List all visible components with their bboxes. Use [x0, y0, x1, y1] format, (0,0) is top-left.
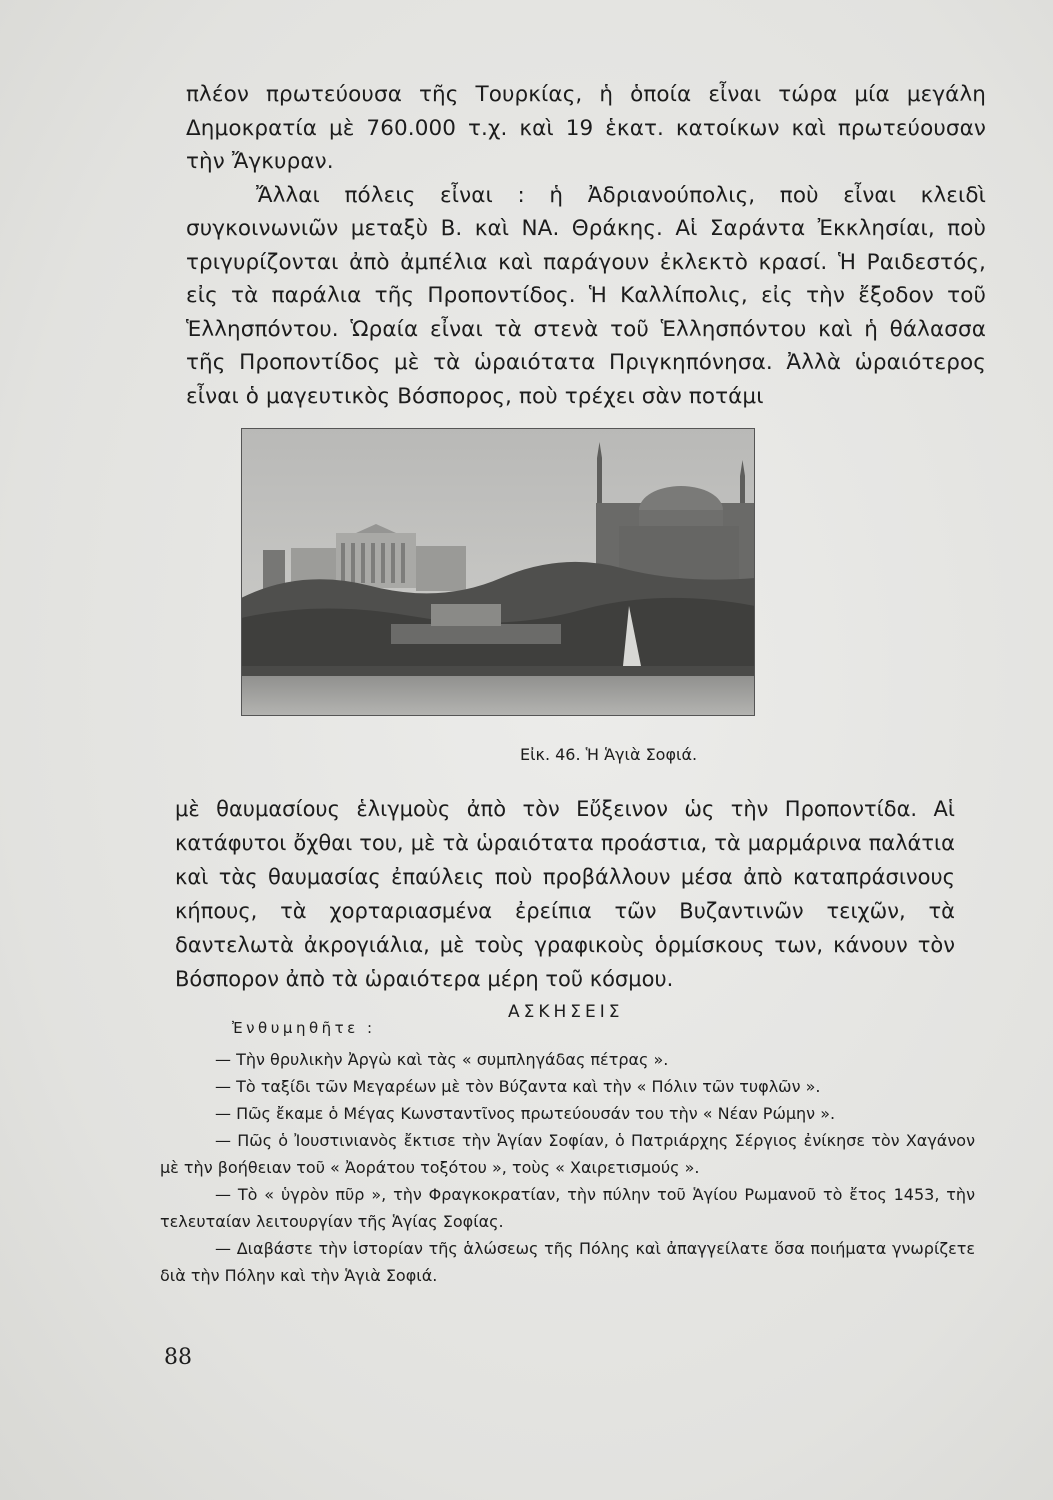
exercise-item: — Πῶς ὁ Ἰουστινιανὸς ἔκτισε τὴν Ἁγίαν Σοφίαν, ὁ Πατριάρχης Σέργιος ἐνίκησε τὸν Χαγάνον μὲ τὴν βοήθειαν τοῦ « Ἀοράτου τοξότου », τοὺς « Χαιρετισμούς ».	[160, 1131, 975, 1177]
exercise-item: — Τὴν θρυλικὴν Ἀργὼ καὶ τὰς « συμπληγάδας πέτρας ».	[215, 1050, 669, 1069]
hagia-sophia-illustration	[241, 428, 755, 716]
top-text-block	[186, 78, 986, 413]
bottom-text-block	[175, 792, 955, 996]
exercise-item: — Τὸ ταξίδι τῶν Μεγαρέων μὲ τὸν Βύζαντα καὶ τὴν « Πόλιν τῶν τυφλῶν ».	[215, 1077, 821, 1096]
paragraph-continued: πλέον πρωτεύουσα τῆς Τουρκίας, ἡ ὁποία εἶναι τώρα μία μεγάλη Δημοκρατία μὲ 760.000 τ.χ. καὶ 19 ἑκατ. κατοίκων καὶ πρωτεύουσαν τὴν Ἄγκυραν.	[186, 82, 986, 174]
exercise-item: — Τὸ « ὑγρὸν πῦρ », τὴν Φραγκοκρατίαν, τὴν πύλην τοῦ Ἁγίου Ρωμανοῦ τὸ ἔτος 1453, τὴν τελευταίαν λειτουργίαν τῆς Ἁγίας Σοφίας.	[160, 1185, 975, 1231]
exercise-item: — Διαβάστε τὴν ἱστορίαν τῆς ἁλώσεως τῆς Πόλης καὶ ἀπαγγείλατε ὅσα ποιήματα γνωρίζετε διὰ τὴν Πόλην καὶ τὴν Ἁγιὰ Σοφιά.	[160, 1239, 975, 1285]
hagia-sophia-photo	[241, 428, 755, 716]
exercises-title: ΑΣΚΗΣΕΙΣ	[508, 1002, 624, 1022]
exercises-subtitle: Ἐνθυμηθῆτε :	[232, 1019, 376, 1037]
exercises-list	[160, 1046, 975, 1289]
paragraph-cities: Ἄλλαι πόλεις εἶναι : ἡ Ἀδριανούπολις, ποὺ εἶναι κλειδὶ συγκοινωνιῶν μεταξὺ Β. καὶ ΝΑ. Θράκης. Αἱ Σαράντα Ἐκκλησίαι, ποὺ τριγυρίζονται ἀπὸ ἀμπέλια καὶ παράγουν ἐκλεκτὸ κρασί. Ἡ Ραιδεστός, εἰς τὰ παράλια τῆς Προποντίδος. Ἡ Καλλίπολις, εἰς τὴν ἔξοδον τοῦ Ἑλλησπόντου. Ὡραία εἶναι τὰ στενὰ τοῦ Ἑλλησπόντου καὶ ἡ θάλασσα τῆς Προποντίδος μὲ τὰ ὡραιότατα Πριγκηπόνησα. Ἀλλὰ ὡραιότερος εἶναι ὁ μαγευτικὸς Βόσπορος, ποὺ τρέχει σὰν ποτάμι	[186, 182, 986, 409]
page-number: 88	[164, 1345, 192, 1370]
paragraph-bosporus: μὲ θαυμασίους ἑλιγμοὺς ἀπὸ τὸν Εὔξεινον ὡς τὴν Προποντίδα. Αἱ κατάφυτοι ὄχθαι του, μὲ τὰ ὡραιότατα προάστια, τὰ μαρμάρινα παλάτια καὶ τὰς θαυμασίας ἐπαύλεις ποὺ προβάλλουν μέσα ἀπὸ καταπράσινους κήπους, τὰ χορταριασμένα ἐρείπια τῶν Βυζαντινῶν τειχῶν, τὰ δαντελωτὰ ἀκρογιάλια, μὲ τοὺς γραφικοὺς ὁρμίσκους των, κάνουν τὸν Βόσπορον ἀπὸ τὰ ὡραιότερα μέρη τοῦ κόσμου.	[175, 797, 955, 991]
figure-caption: Εἰκ. 46. Ἡ Ἁγιὰ Σοφιά.	[520, 745, 698, 764]
exercise-item: — Πῶς ἔκαμε ὁ Μέγας Κωνσταντῖνος πρωτεύουσάν του τὴν « Νέαν Ρώμην ».	[215, 1104, 836, 1123]
